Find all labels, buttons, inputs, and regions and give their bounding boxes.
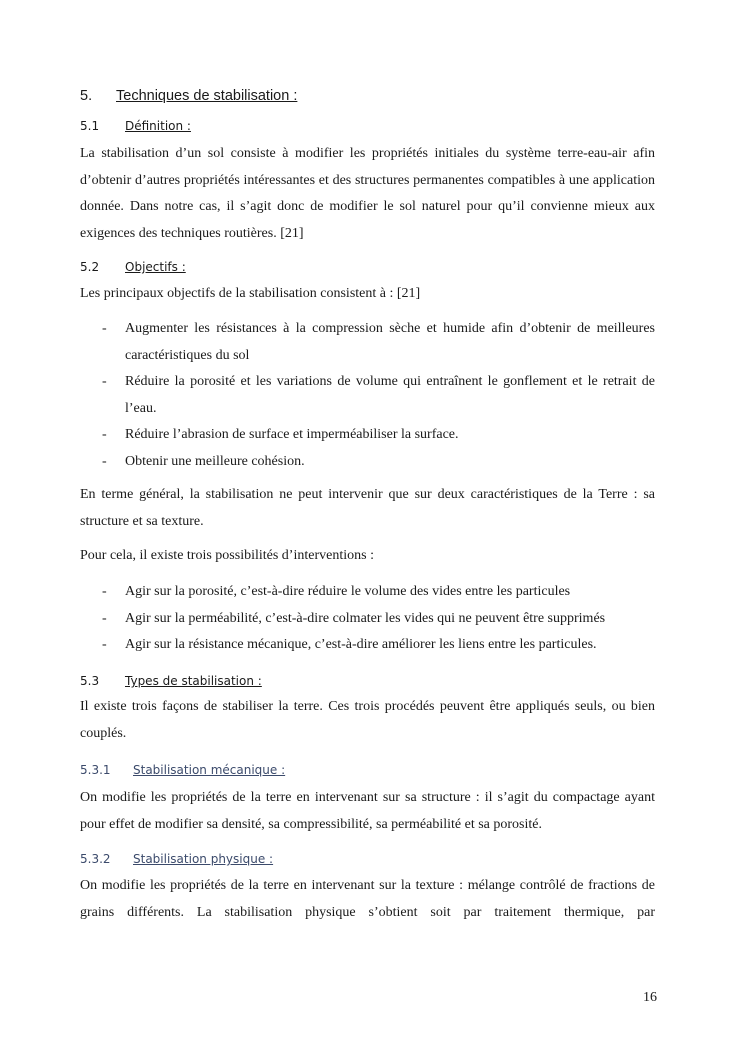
section-5-3-heading xyxy=(80,674,262,688)
section-title: Techniques de stabilisation : xyxy=(116,88,298,104)
section-5-2-heading xyxy=(80,260,186,274)
objectives-list xyxy=(80,316,655,475)
possibilities-list xyxy=(80,579,655,659)
page-number: 16 xyxy=(643,990,657,1005)
section-5-1-heading xyxy=(80,119,191,133)
types-paragraph: Il existe trois façons de stabiliser la terre. Ces trois procédés peuvent être appliqués seuls, ou bien couplés. xyxy=(80,699,655,741)
dash-bullet: - xyxy=(102,321,107,336)
list-item: - Agir sur la porosité, c’est-à-dire réduire le volume des vides entre les particules xyxy=(80,579,655,606)
definition-paragraph: La stabilisation d’un sol consiste à modifier les propriétés initiales du système terre-eau-air afin d’obtenir d’autres propriétés intéressantes et des structures permanentes compatibles à une application donnée. Dans notre cas, il s’agit donc de modifier le sol naturel pour qu’il convienne mieux aux exigences des techniques routières. [21] xyxy=(80,146,655,241)
possibilities-intro: Pour cela, il existe trois possibilités d’interventions : xyxy=(80,548,374,563)
objectives-intro: Les principaux objectifs de la stabilisation consistent à : [21] xyxy=(80,286,421,301)
section-number: 5.1 xyxy=(80,119,100,133)
list-item: - Agir sur la perméabilité, c’est-à-dire colmater les vides qui ne peuvent être supprimés xyxy=(80,606,655,633)
section-number: 5.3 xyxy=(80,674,100,688)
list-item: - Réduire la porosité et les variations de volume qui entraînent le gonflement et le retrait de l’eau. xyxy=(80,369,655,422)
dash-bullet: - xyxy=(102,637,107,652)
dash-bullet: - xyxy=(102,610,107,626)
section-title: Stabilisation physique : xyxy=(133,852,274,866)
section-number: 5.3.2 xyxy=(80,852,111,866)
dash-bullet: - xyxy=(102,453,107,469)
mechanical-paragraph: On modifie les propriétés de la terre en intervenant sur sa structure : il s’agit du compactage ayant pour effet de modifier sa densité, sa compressibilité, sa perméabilité et sa porosité. xyxy=(80,790,655,832)
section-title: Définition : xyxy=(125,119,191,133)
section-number: 5. xyxy=(80,88,93,104)
section-title: Stabilisation mécanique : xyxy=(133,763,286,777)
dash-bullet: - xyxy=(102,427,107,442)
section-number: 5.3.1 xyxy=(80,763,111,777)
physical-paragraph: On modifie les propriétés de la terre en intervenant sur la texture : mélange contrôlé de fractions de grains différents. La stabilisation physique s’obtient soit par traitement thermique, par xyxy=(80,878,655,920)
section-5-3-1-heading xyxy=(80,763,285,777)
list-item: - Obtenir une meilleure cohésion. xyxy=(80,449,655,476)
section-5-heading xyxy=(80,88,297,104)
list-item: - Agir sur la résistance mécanique, c’est-à-dire améliorer les liens entre les particules. xyxy=(80,632,655,659)
section-title: Types de stabilisation : xyxy=(125,674,262,688)
section-5-3-2-heading xyxy=(80,852,273,866)
list-item: - Réduire l’abrasion de surface et imperméabiliser la surface. xyxy=(80,422,655,449)
section-number: 5.2 xyxy=(80,260,100,274)
general-paragraph: En terme général, la stabilisation ne peut intervenir que sur deux caractéristiques de la Terre : sa structure et sa texture. xyxy=(80,487,655,529)
dash-bullet: - xyxy=(102,374,107,389)
dash-bullet: - xyxy=(102,584,107,599)
section-title: Objectifs : xyxy=(125,260,186,274)
list-item: - Augmenter les résistances à la compression sèche et humide afin d’obtenir de meilleures caractéristiques du sol xyxy=(80,316,655,369)
